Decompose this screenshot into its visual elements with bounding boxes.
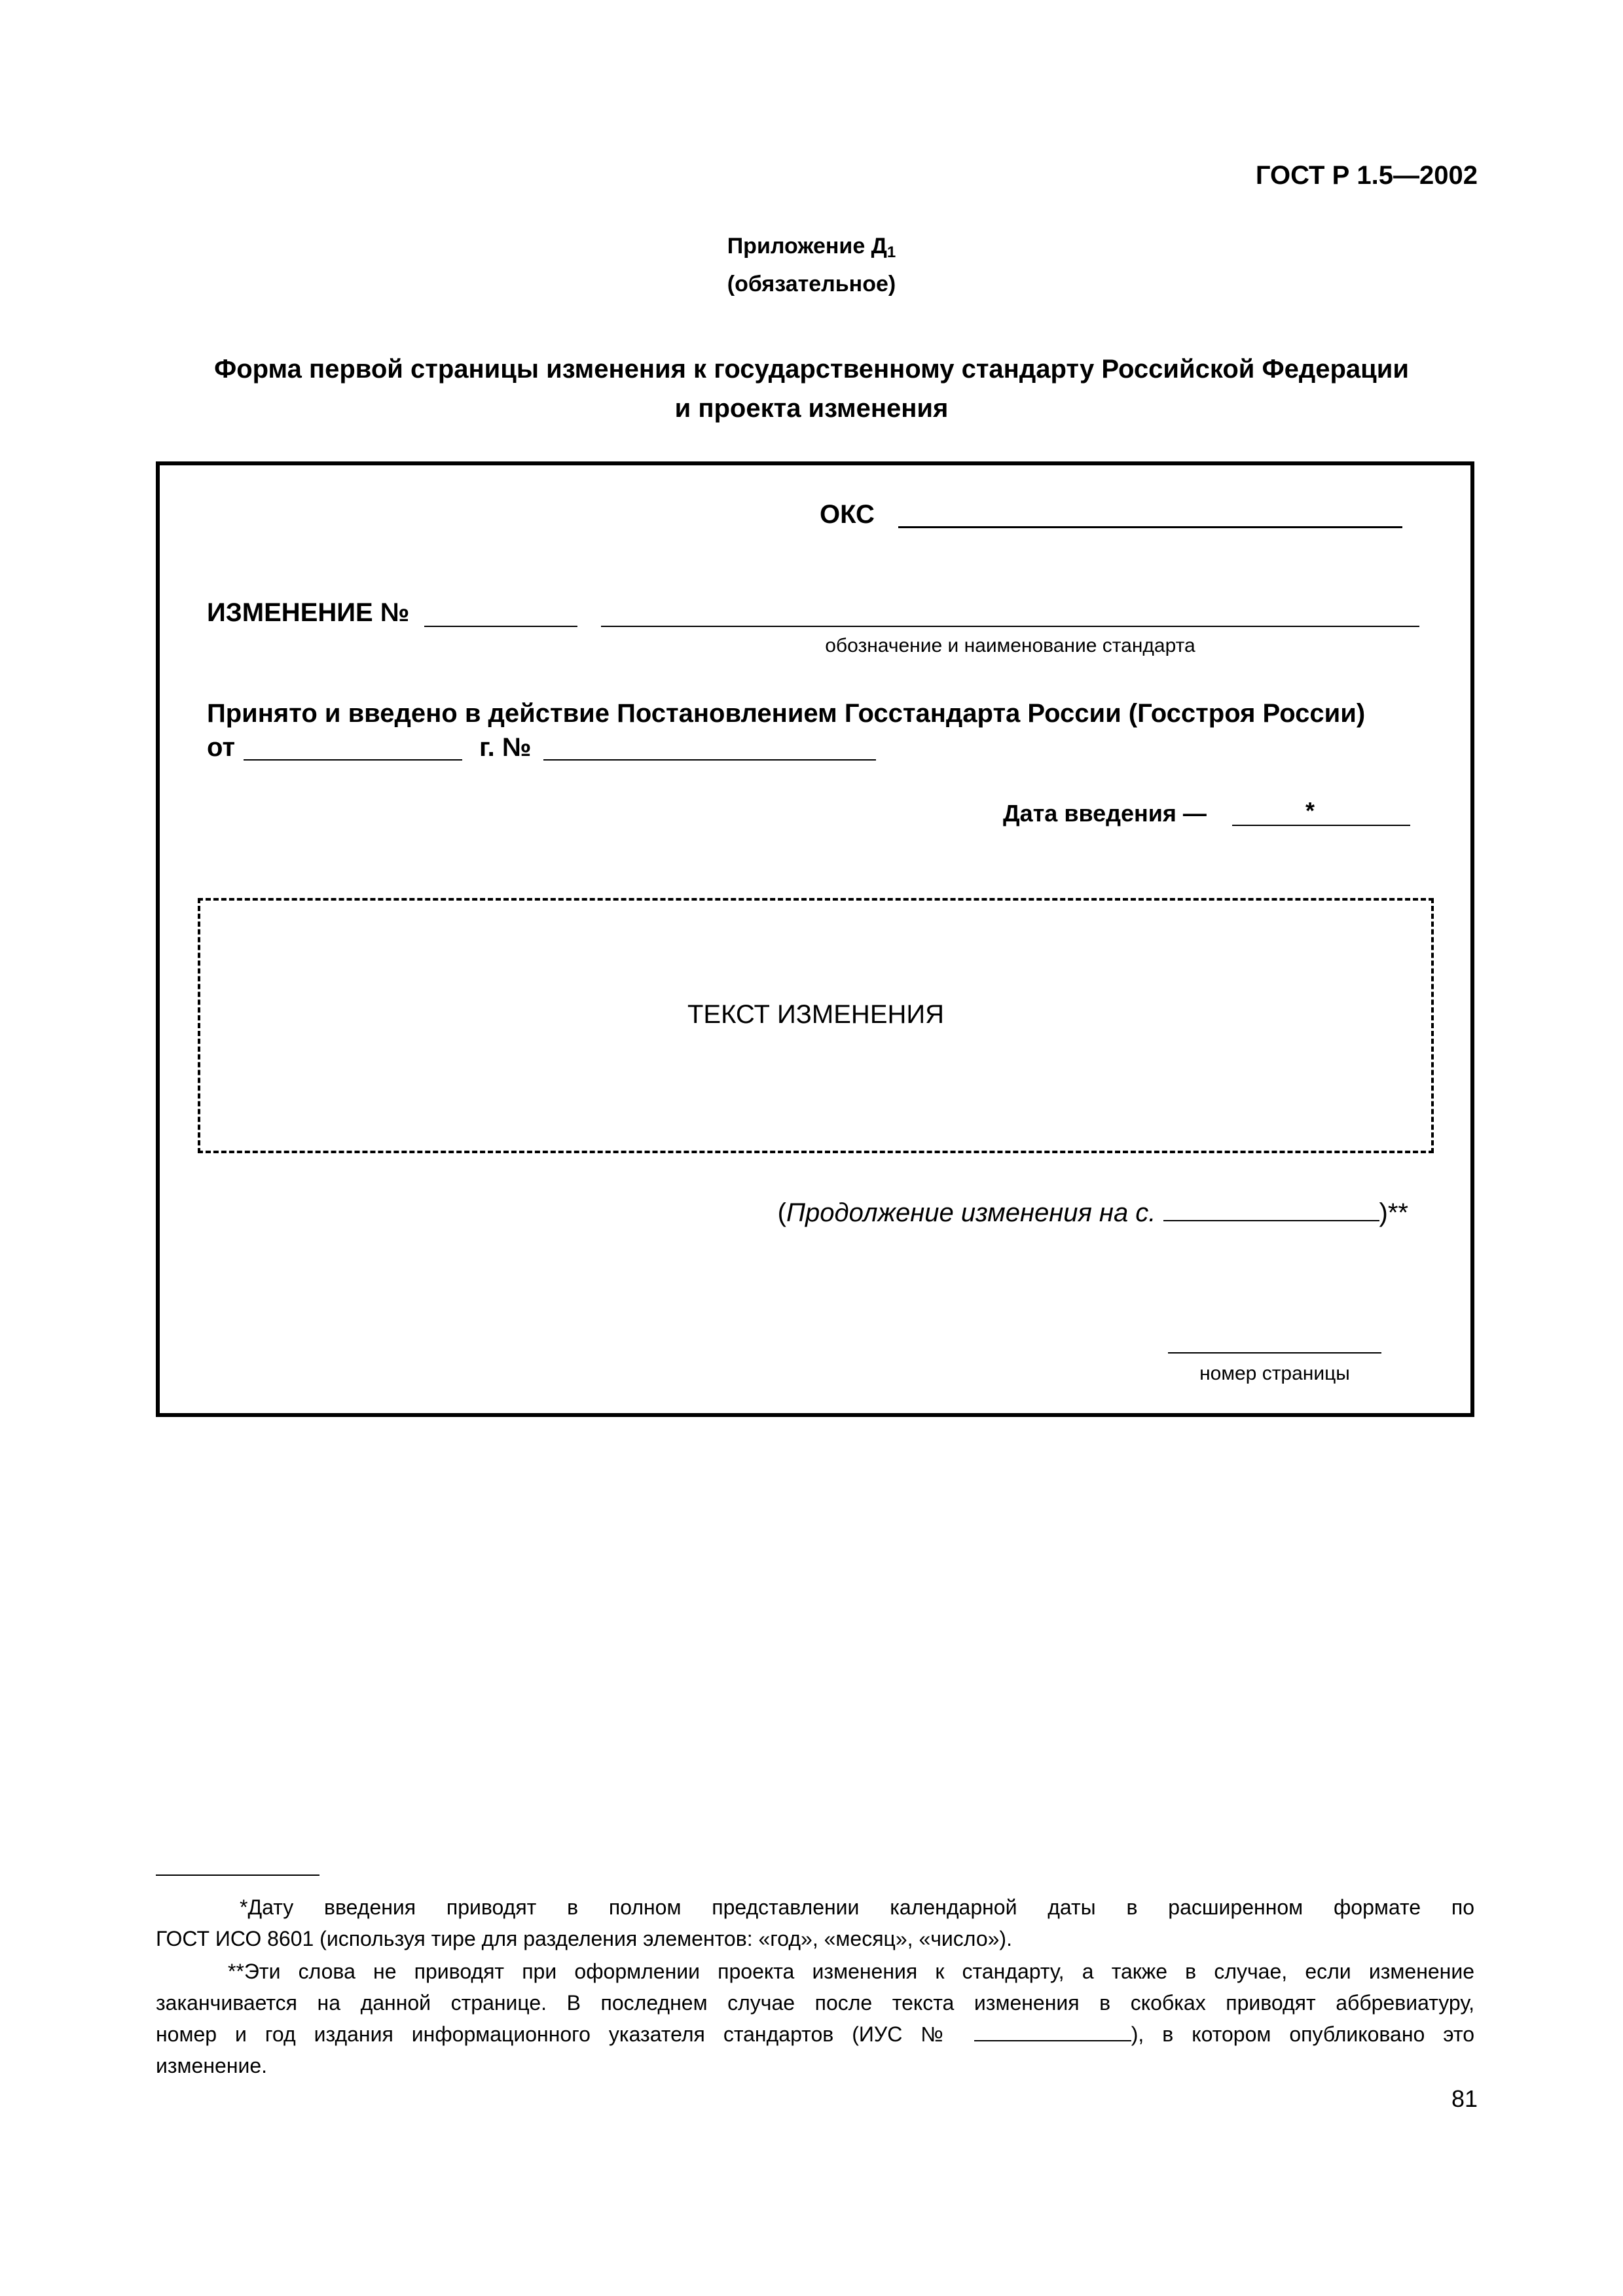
footnote-2-line-1: **Эти слова не приводят при оформлении проекта изменения к стандарту, а также в случае, если изменение — [228, 1960, 1474, 1983]
adopted-text: Принято и введено в действие Постановлением Госстандарта России (Госстроя России) — [207, 699, 1366, 728]
intro-date-field[interactable] — [1232, 825, 1410, 826]
document-code: ГОСТ Р 1.5—2002 — [1255, 161, 1478, 190]
page-number-caption: номер страницы — [1199, 1363, 1350, 1384]
change-number-label: ИЗМЕНЕНИЕ № — [207, 598, 410, 627]
decree-number-field[interactable] — [543, 759, 876, 761]
footnote-separator — [156, 1874, 319, 1876]
standard-designation-caption: обозначение и наименование стандарта — [825, 635, 1195, 656]
footnote-2-line-3-part-a: номер и год издания информационного указателя стандартов (ИУС № — [156, 2022, 956, 2046]
footnote-1 — [156, 1892, 1474, 1954]
continuation-note — [778, 1198, 1408, 1228]
decree-date-field[interactable] — [244, 759, 462, 761]
change-number-field[interactable] — [424, 626, 577, 627]
change-text-label: ТЕКСТ ИЗМЕНЕНИЯ — [687, 1000, 945, 1029]
from-label: от — [207, 733, 236, 762]
footnote-1-line-2: ГОСТ ИСО 8601 (используя тире для разделения элементов: «год», «месяц», «число»). — [156, 1927, 1012, 1950]
continuation-page-field[interactable] — [1163, 1198, 1379, 1221]
footnote-2-line-3-part-b: ), в котором опубликовано это — [1131, 2022, 1475, 2046]
intro-date-footnote-mark: * — [1305, 797, 1315, 824]
oks-field[interactable] — [898, 526, 1402, 528]
footnote-1-line-1: *Дату введения приводят в полном представлении календарной даты в расширенном формате по — [240, 1895, 1474, 1919]
appendix-label-subscript: 1 — [886, 243, 896, 261]
footnote-2-line-3 — [156, 2018, 1474, 2050]
ius-number-field[interactable] — [974, 2022, 1131, 2041]
continuation-close: )** — [1379, 1198, 1408, 1227]
footnote-2-line-4: изменение. — [156, 2054, 268, 2077]
continuation-text: Продолжение изменения на с. — [786, 1198, 1156, 1227]
footnote-2 — [156, 1956, 1474, 2081]
continuation-open-paren: ( — [777, 1198, 786, 1227]
oks-label: ОКС — [820, 500, 875, 529]
form-title-line-1: Форма первой страницы изменения к государственному стандарту Российской Федерации — [214, 355, 1409, 384]
appendix-heading — [0, 230, 1623, 300]
form-title — [0, 350, 1623, 428]
footnote-2-line-2: заканчивается на данной странице. В последнем случае после текста изменения в скобках приводят аббревиатуру, — [156, 1991, 1474, 2015]
page-number-field[interactable] — [1168, 1352, 1381, 1354]
page-number: 81 — [1451, 2085, 1478, 2112]
appendix-label: Приложение Д — [727, 234, 887, 259]
appendix-status: (обязательное) — [727, 272, 896, 296]
decree-number-label: г. № — [479, 733, 532, 762]
intro-date-label: Дата введения — — [1003, 800, 1207, 827]
form-title-line-2: и проекта изменения — [674, 394, 949, 423]
standard-designation-field[interactable] — [601, 626, 1419, 627]
